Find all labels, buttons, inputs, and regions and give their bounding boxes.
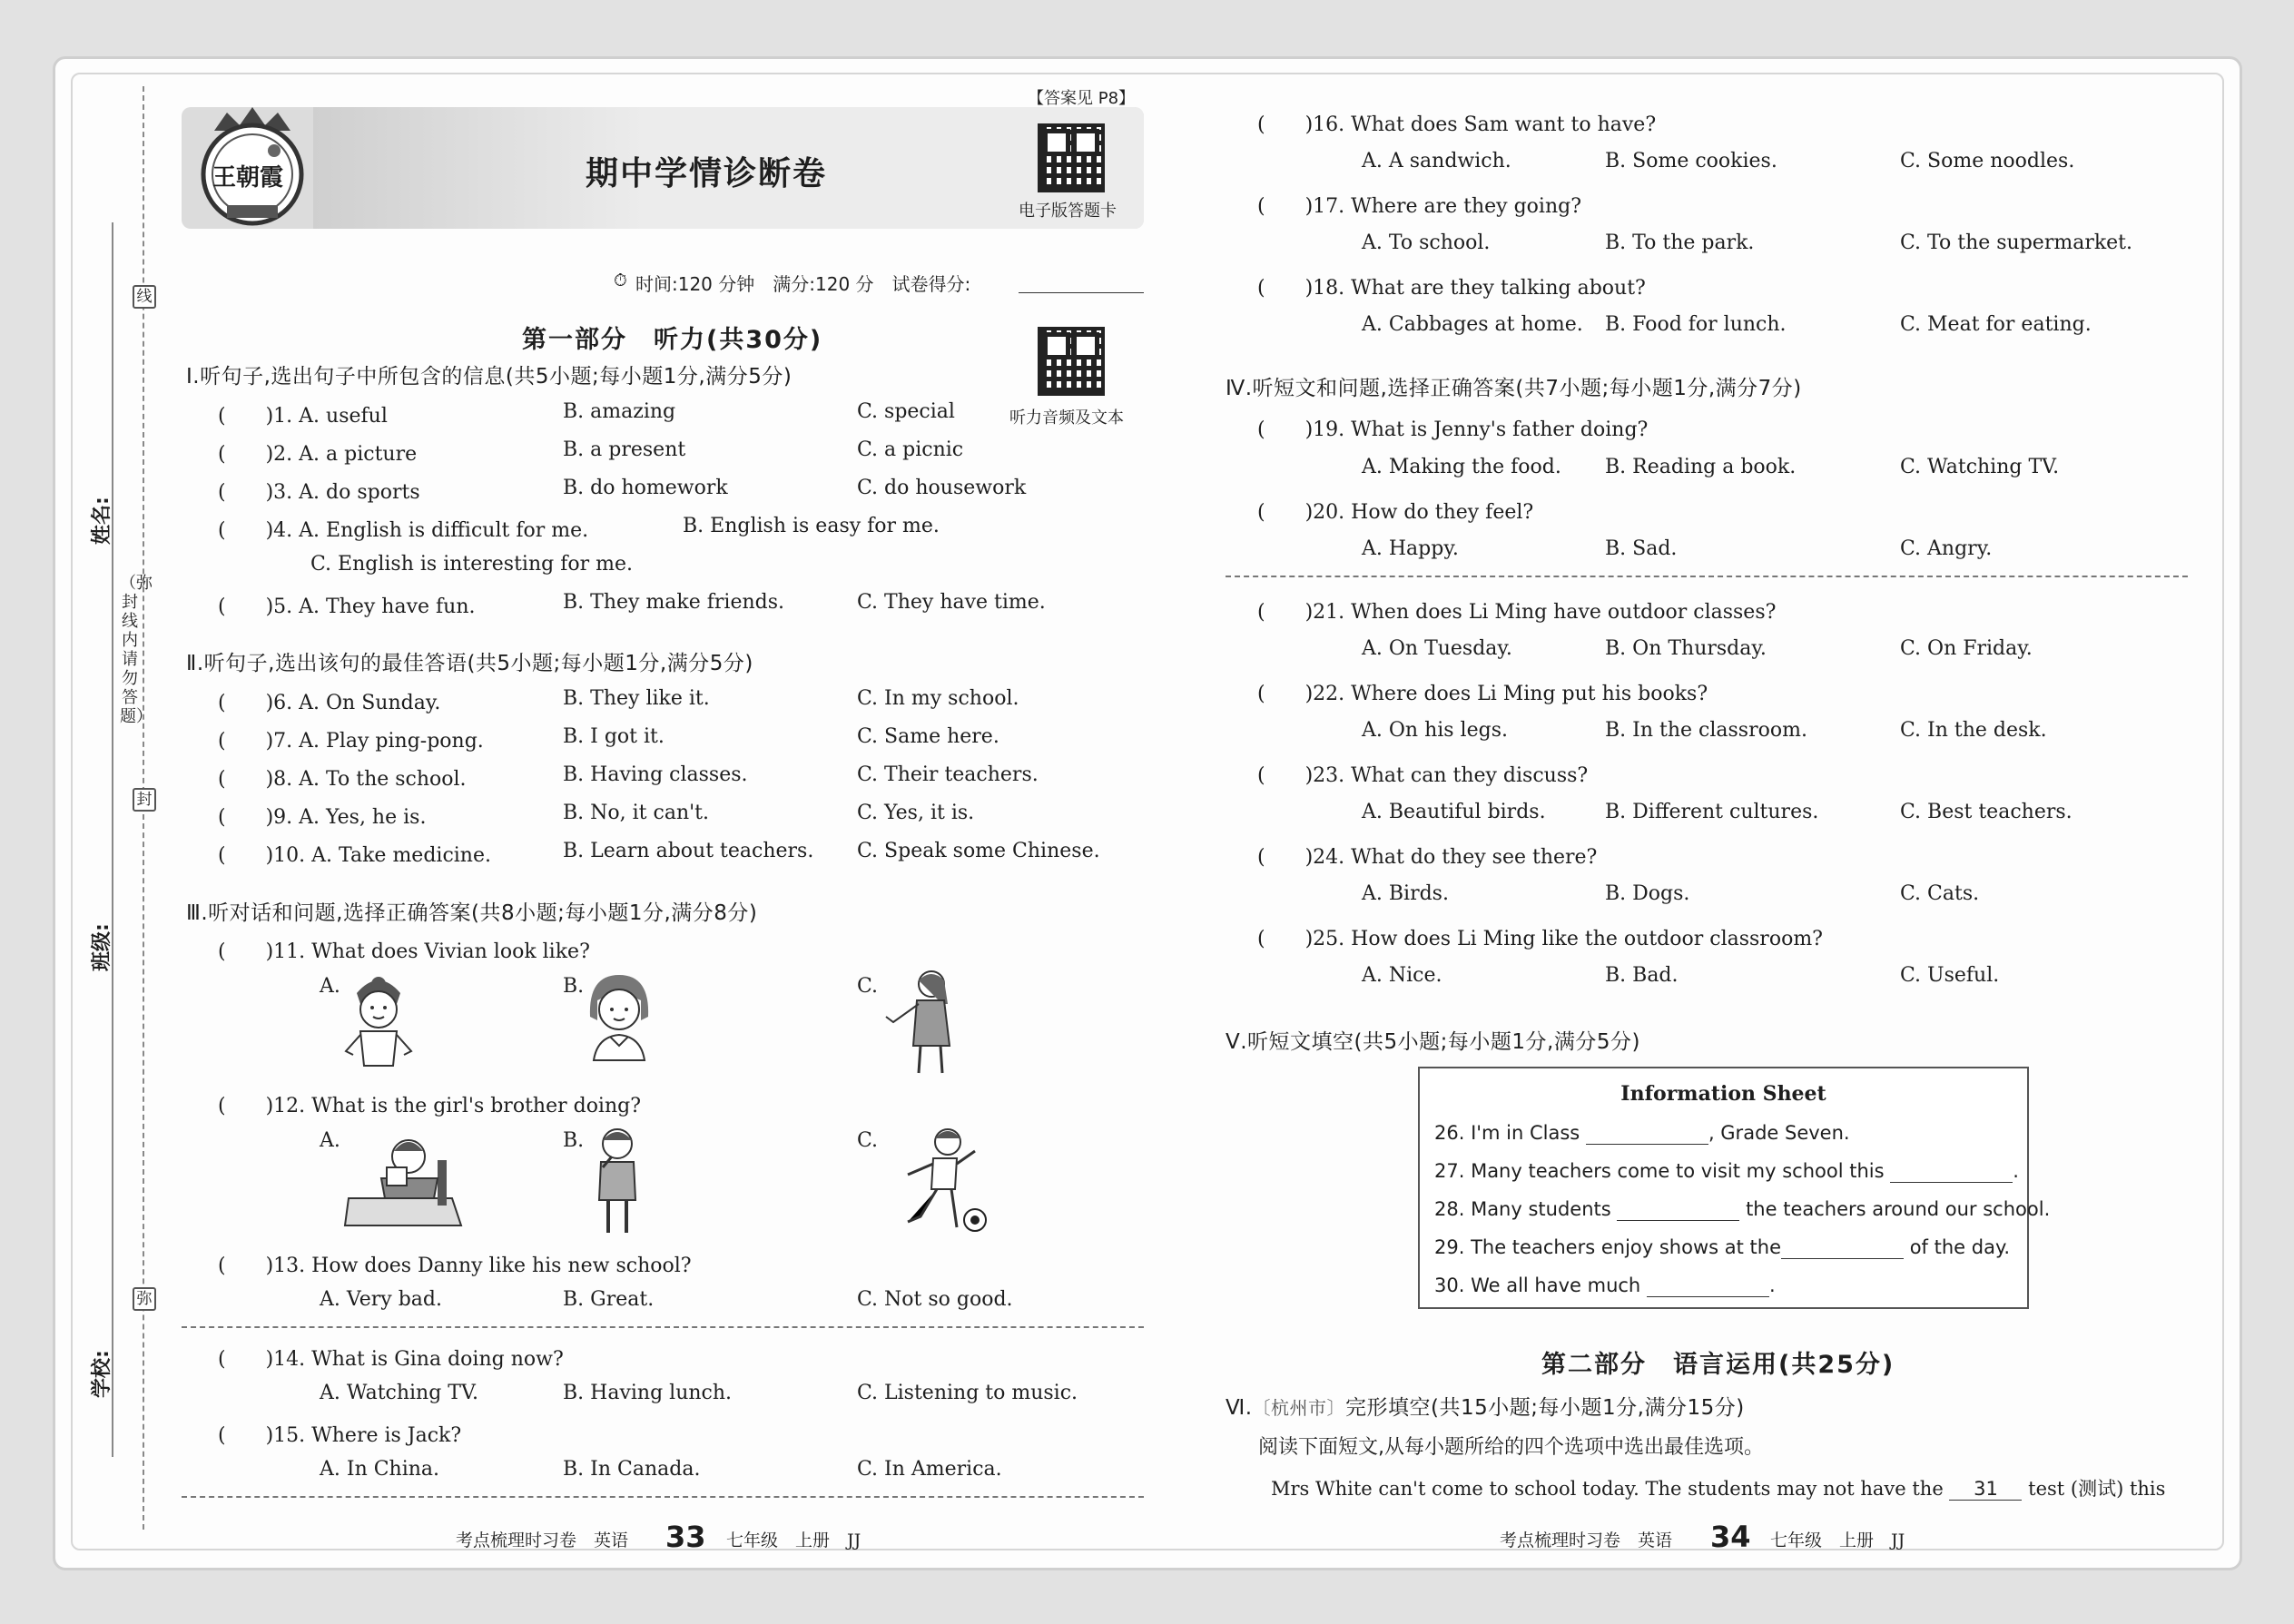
class-label: 班级: — [91, 923, 113, 971]
score-blank[interactable] — [1019, 292, 1144, 293]
q17-option-c: C. To the supermarket. — [1900, 231, 2133, 254]
seal-xian: 线 — [133, 285, 156, 309]
q21-option-b: B. On Thursday. — [1605, 637, 1767, 660]
info-26-end: , Grade Seven. — [1708, 1122, 1850, 1144]
info-28-text: 28. Many students — [1434, 1198, 1611, 1220]
information-sheet-title: Information Sheet — [1620, 1082, 1826, 1106]
cloze-instruction: 阅读下面短文,从每小题所给的四个选项中选出最佳选项。 — [1258, 1436, 1764, 1459]
audio-caption: 听力音频及文本 — [1009, 408, 1124, 428]
q24-option-a: A. Birds. — [1362, 882, 1449, 905]
section-6-heading — [1226, 1391, 1745, 1421]
q21-option-a: A. On Tuesday. — [1362, 637, 1512, 660]
info-line-27 — [1434, 1160, 2019, 1183]
q14-option-b: B. Having lunch. — [563, 1382, 733, 1404]
section-2-heading: Ⅱ.听句子,选出该句的最佳答语(共5小题;每小题1分,满分5分) — [186, 652, 753, 675]
q4-stem: ( )4. A. English is difficult for me. — [218, 519, 589, 542]
blank-27[interactable] — [1890, 1160, 2013, 1183]
seal-feng: 封 — [133, 788, 156, 812]
cloze-passage-line — [1271, 1474, 2165, 1501]
q24-stem: ( )24. What do they see there? — [1257, 846, 1598, 869]
q24-option-b: B. Dogs. — [1605, 882, 1690, 905]
q3-stem: ( )3. A. do sports — [218, 481, 420, 504]
q13-option-a: A. Very bad. — [320, 1288, 442, 1311]
q7-option-b: B. I got it. — [563, 725, 665, 748]
info-30-end: . — [1768, 1275, 1776, 1296]
audio-qr-code[interactable] — [1038, 327, 1105, 396]
answer-card-qr-code[interactable] — [1038, 123, 1105, 192]
q17-stem: ( )17. Where are they going? — [1257, 195, 1581, 218]
q12-boy-thinking-picture — [590, 1124, 645, 1238]
blank-26[interactable] — [1586, 1122, 1708, 1145]
info-line-26 — [1434, 1122, 1850, 1145]
q23-stem: ( )23. What can they discuss? — [1257, 764, 1589, 787]
q11-girl-b-picture — [581, 969, 657, 1064]
footer-left-grade: 七年级 上册 JJ — [726, 1530, 861, 1550]
q23-option-a: A. Beautiful birds. — [1362, 801, 1546, 823]
q20-option-c: C. Angry. — [1900, 537, 1993, 560]
page-number-left: 33 — [665, 1520, 706, 1554]
q25-option-c: C. Useful. — [1900, 964, 2000, 987]
info-26-text: 26. I'm in Class — [1434, 1122, 1580, 1144]
footer-right-grade: 七年级 上册 JJ — [1770, 1530, 1905, 1550]
q21-stem: ( )21. When does Li Ming have outdoor classes? — [1257, 601, 1777, 624]
section-1-heading: Ⅰ.听句子,选出句子中所包含的信息(共5小题;每小题1分,满分5分) — [186, 365, 793, 389]
q9-stem: ( )9. A. Yes, he is. — [218, 806, 427, 829]
blank-28[interactable] — [1617, 1198, 1739, 1221]
q14-option-a: A. Watching TV. — [320, 1382, 479, 1404]
section-5-heading: Ⅴ.听短文填空(共5小题;每小题1分,满分5分) — [1226, 1030, 1640, 1054]
q12-option-c: C. — [857, 1129, 879, 1152]
binding-note: （弥封线内请勿答题） — [120, 574, 153, 726]
q11-girl-c-picture — [881, 968, 968, 1077]
q11-stem: ( )11. What does Vivian look like? — [218, 940, 590, 963]
info-29-text: 29. The teachers enjoy shows at the — [1434, 1236, 1781, 1258]
q11-option-a: A. — [320, 975, 340, 998]
q1-option-c: C. special — [857, 400, 955, 423]
q4-option-b: B. English is easy for me. — [683, 515, 940, 537]
q11-option-c: C. — [857, 975, 879, 998]
q24-option-c: C. Cats. — [1900, 882, 1980, 905]
divider — [182, 1496, 1144, 1498]
part1-title: 第一部分 听力(共30分) — [522, 326, 823, 354]
q13-option-c: C. Not so good. — [857, 1288, 1013, 1311]
q1-stem: ( )1. A. useful — [218, 405, 388, 428]
seal-mi: 弥 — [133, 1287, 156, 1311]
q19-stem: ( )19. What is Jenny's father doing? — [1257, 418, 1649, 441]
q11-option-b: B. — [563, 975, 585, 998]
q7-option-c: C. Same here. — [857, 725, 999, 748]
divider — [182, 1326, 1144, 1328]
q2-option-b: B. a present — [563, 438, 686, 461]
q25-option-b: B. Bad. — [1605, 964, 1679, 987]
info-30-text: 30. We all have much — [1434, 1275, 1641, 1296]
q16-stem: ( )16. What does Sam want to have? — [1257, 113, 1657, 136]
q6-stem: ( )6. A. On Sunday. — [218, 692, 441, 714]
q12-stem: ( )12. What is the girl's brother doing? — [218, 1095, 642, 1117]
q12-option-a: A. — [320, 1129, 340, 1152]
q13-stem: ( )13. How does Danny like his new school? — [218, 1255, 692, 1277]
q7-stem: ( )7. A. Play ping-pong. — [218, 730, 484, 753]
q22-option-b: B. In the classroom. — [1605, 719, 1807, 742]
school-label: 学校: — [91, 1350, 113, 1398]
q20-stem: ( )20. How do they feel? — [1257, 501, 1534, 524]
info-line-28 — [1434, 1198, 2050, 1221]
q14-stem: ( )14. What is Gina doing now? — [218, 1348, 564, 1371]
q16-option-a: A. A sandwich. — [1362, 150, 1511, 172]
q5-option-b: B. They make friends. — [563, 591, 785, 614]
q15-option-a: A. In China. — [320, 1458, 440, 1481]
q19-option-c: C. Watching TV. — [1900, 456, 2060, 478]
q16-option-c: C. Some noodles. — [1900, 150, 2075, 172]
page-title: 期中学情诊断卷 — [586, 155, 828, 192]
section-6-num: Ⅵ. — [1226, 1396, 1253, 1420]
binding-line-inner — [112, 222, 113, 1457]
q5-option-c: C. They have time. — [857, 591, 1046, 614]
source-tag: 〔杭州市〕 — [1252, 1397, 1346, 1419]
q22-option-c: C. In the desk. — [1900, 719, 2047, 742]
q17-option-b: B. To the park. — [1605, 231, 1755, 254]
cloze-blank-31[interactable]: 31 — [1949, 1478, 2022, 1501]
blank-30[interactable] — [1647, 1275, 1769, 1297]
section-6-text: 完形填空(共15小题;每小题1分,满分15分) — [1345, 1396, 1745, 1420]
q23-option-c: C. Best teachers. — [1900, 801, 2072, 823]
q10-stem: ( )10. A. Take medicine. — [218, 844, 491, 867]
q15-option-b: B. In Canada. — [563, 1458, 701, 1481]
part2-title: 第二部分 语言运用(共25分) — [1541, 1351, 1895, 1379]
q15-stem: ( )15. Where is Jack? — [218, 1424, 462, 1447]
info-28-end: the teachers around our school. — [1746, 1198, 2051, 1220]
divider — [1226, 576, 2188, 577]
q25-stem: ( )25. How does Li Ming like the outdoor classroom? — [1257, 928, 1823, 950]
q8-option-c: C. Their teachers. — [857, 763, 1039, 786]
name-label: 姓名: — [91, 497, 113, 545]
q5-stem: ( )5. A. They have fun. — [218, 595, 476, 618]
q9-option-c: C. Yes, it is. — [857, 802, 975, 824]
q16-option-b: B. Some cookies. — [1605, 150, 1777, 172]
footer-left-series: 考点梳理时习卷 英语 — [456, 1530, 629, 1550]
q18-option-b: B. Food for lunch. — [1605, 313, 1787, 336]
q2-option-c: C. a picnic — [857, 438, 964, 461]
q20-option-b: B. Sad. — [1605, 537, 1678, 560]
info-line-29 — [1434, 1236, 2010, 1259]
q19-option-b: B. Reading a book. — [1605, 456, 1797, 478]
q12-option-b: B. — [563, 1129, 585, 1152]
q2-stem: ( )2. A. a picture — [218, 443, 418, 466]
q18-option-c: C. Meat for eating. — [1900, 313, 2092, 336]
q8-stem: ( )8. A. To the school. — [218, 768, 467, 791]
q3-option-b: B. do homework — [563, 477, 728, 499]
section-3-heading: Ⅲ.听对话和问题,选择正确答案(共8小题;每小题1分,满分8分) — [186, 901, 758, 925]
q6-option-b: B. They like it. — [563, 687, 710, 710]
q1-option-b: B. amazing — [563, 400, 676, 423]
q17-option-a: A. To school. — [1362, 231, 1491, 254]
q25-option-a: A. Nice. — [1362, 964, 1442, 987]
q21-option-c: C. On Friday. — [1900, 637, 2033, 660]
q12-boy-reading-picture — [343, 1124, 467, 1231]
logo-text: 王朝霞 — [212, 164, 284, 192]
q20-option-a: A. Happy. — [1362, 537, 1459, 560]
q23-option-b: B. Different cultures. — [1605, 801, 1819, 823]
q22-option-a: A. On his legs. — [1362, 719, 1508, 742]
q9-option-b: B. No, it can't. — [563, 802, 709, 824]
passage-text: Mrs White can't come to school today. The students may not have the — [1271, 1478, 1944, 1500]
q12-boy-football-picture — [881, 1122, 991, 1235]
q19-option-a: A. Making the food. — [1362, 456, 1561, 478]
q10-option-c: C. Speak some Chinese. — [857, 840, 1100, 862]
passage-text-end: test (测试) this — [2028, 1478, 2166, 1500]
q10-option-b: B. Learn about teachers. — [563, 840, 814, 862]
q8-option-b: B. Having classes. — [563, 763, 748, 786]
qr-caption: 电子版答题卡 — [1019, 202, 1117, 221]
page-number-right: 34 — [1710, 1520, 1751, 1554]
q14-option-c: C. Listening to music. — [857, 1382, 1078, 1404]
blank-29[interactable] — [1781, 1236, 1904, 1259]
q4-option-c: C. English is interesting for me. — [310, 553, 633, 576]
answer-ref: 【答案见 P8】 — [1028, 89, 1136, 108]
clock-icon: ⏱ — [614, 271, 627, 290]
q3-option-c: C. do housework — [857, 477, 1027, 499]
info-27-end: . — [2013, 1160, 2019, 1182]
q6-option-c: C. In my school. — [857, 687, 1019, 710]
footer-right-series: 考点梳理时习卷 英语 — [1500, 1530, 1673, 1550]
q15-option-c: C. In America. — [857, 1458, 1002, 1481]
info-29-end: of the day. — [1909, 1236, 2011, 1258]
section-4-heading: Ⅳ.听短文和问题,选择正确答案(共7小题;每小题1分,满分7分) — [1226, 377, 1802, 400]
q11-girl-a-picture — [340, 971, 417, 1073]
info-27-text: 27. Many teachers come to visit my school this — [1434, 1160, 1885, 1182]
q13-option-b: B. Great. — [563, 1288, 655, 1311]
exam-meta: 时间:120 分钟 满分:120 分 试卷得分: — [635, 273, 971, 295]
q18-option-a: A. Cabbages at home. — [1362, 313, 1583, 336]
q22-stem: ( )22. Where does Li Ming put his books? — [1257, 683, 1708, 705]
info-line-30 — [1434, 1275, 1776, 1297]
q18-stem: ( )18. What are they talking about? — [1257, 277, 1646, 300]
